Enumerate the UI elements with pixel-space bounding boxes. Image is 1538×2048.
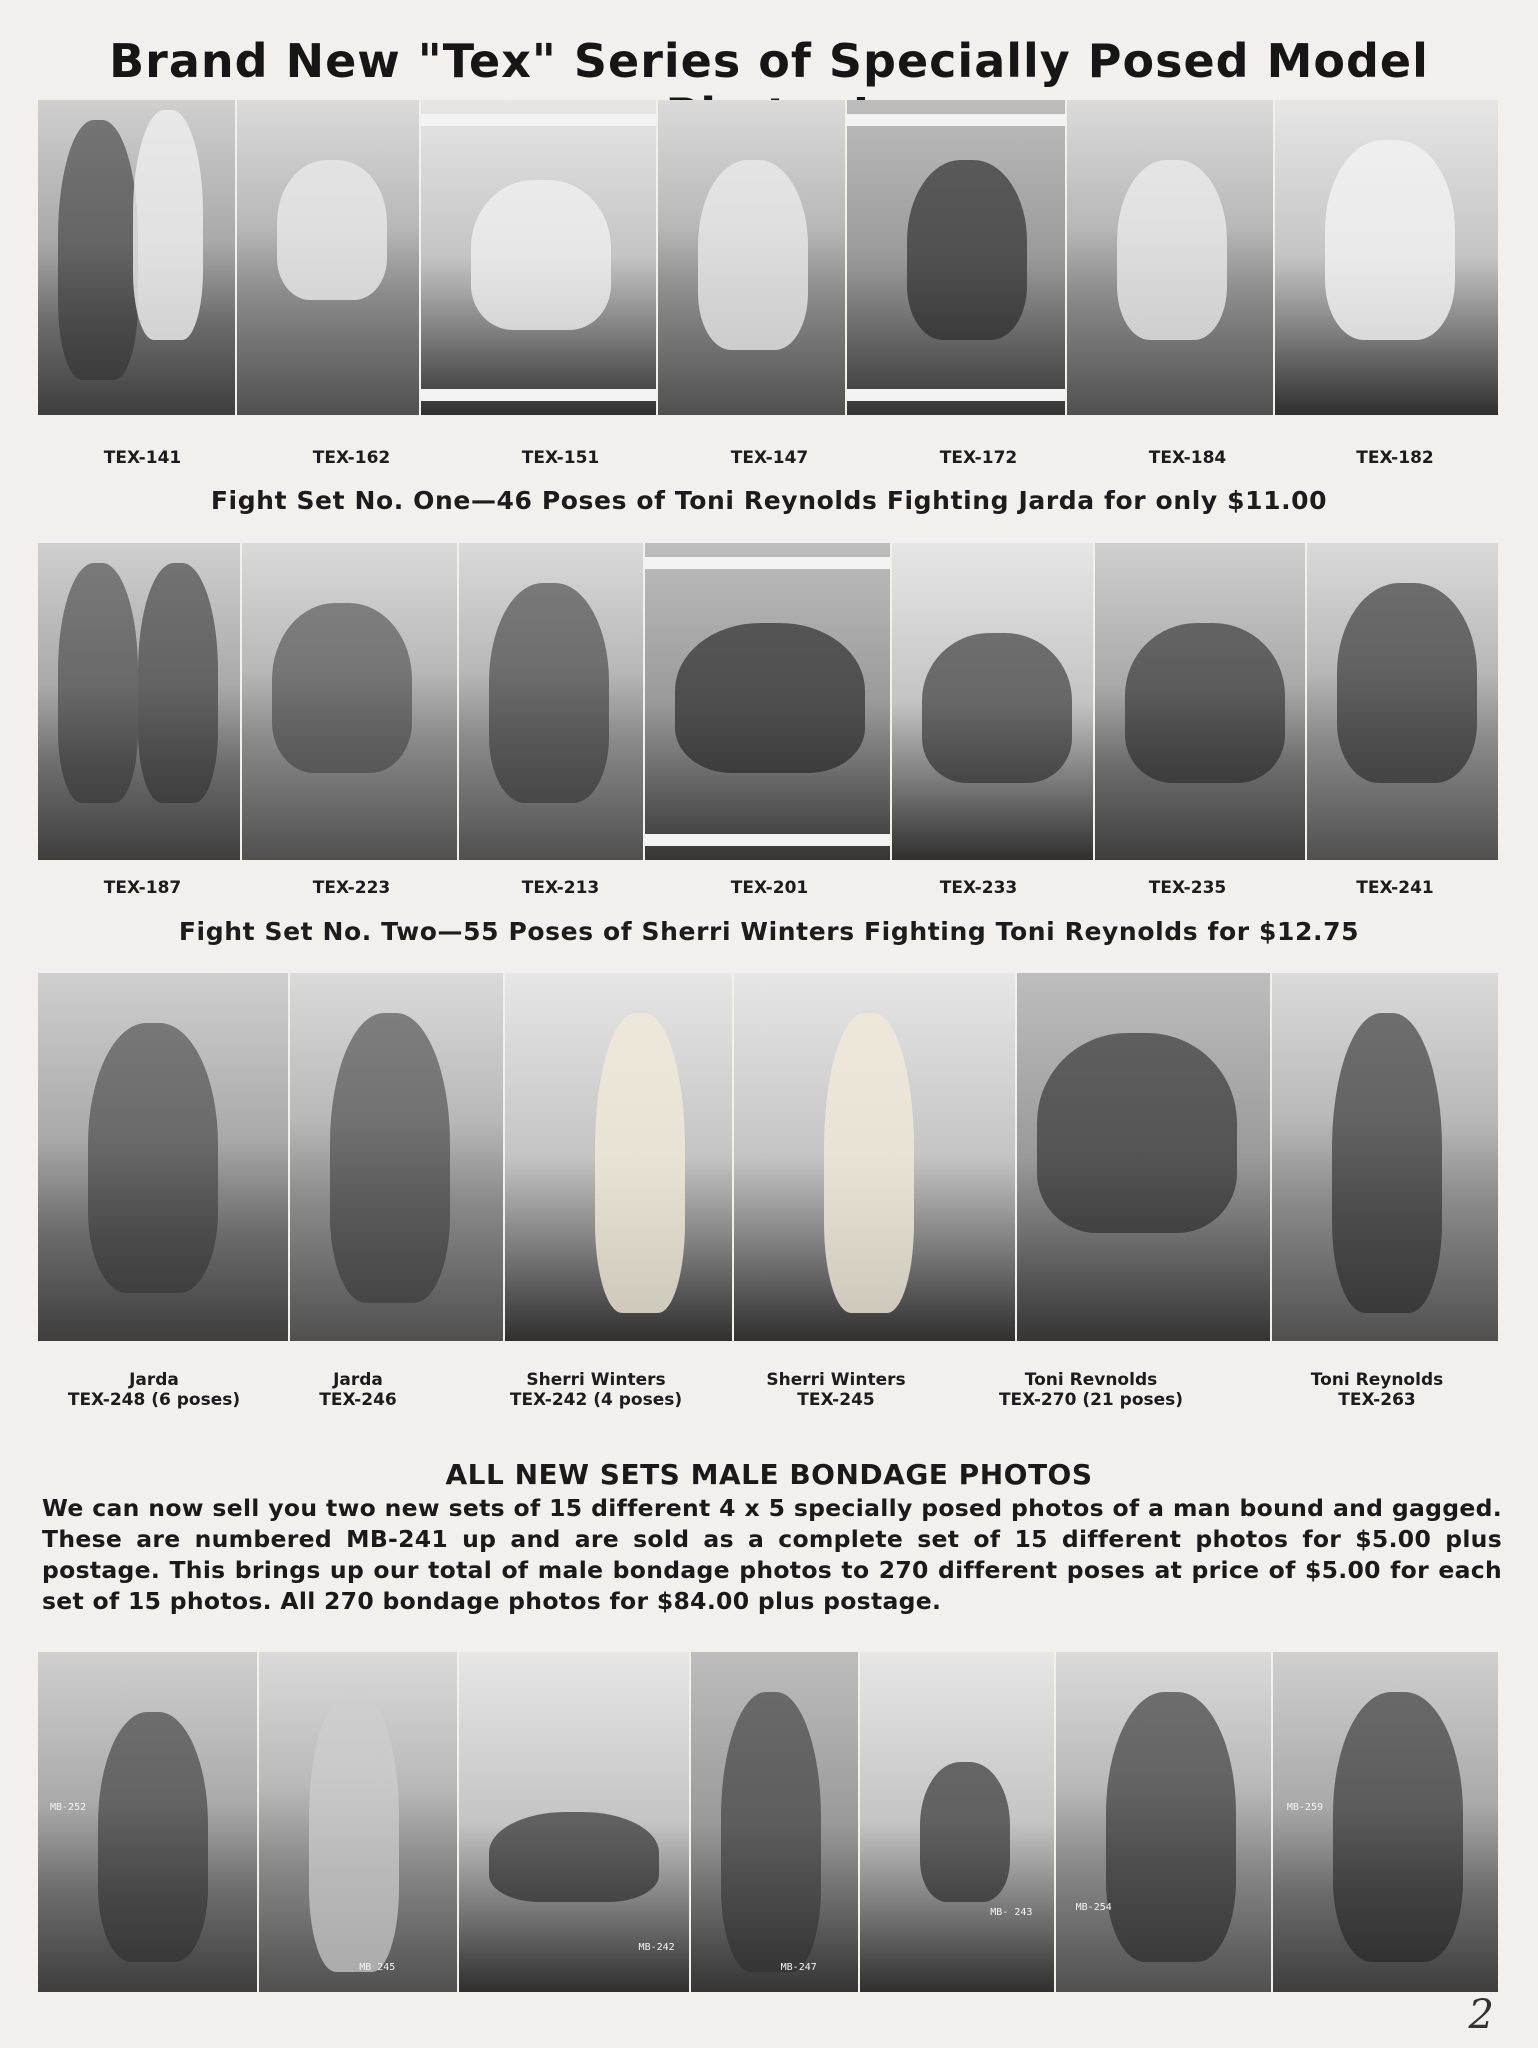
caption-model-name: Toni Revnolds	[1024, 1370, 1158, 1390]
caption-tex-141: TEX-141	[103, 448, 182, 468]
photo-tex-263	[1272, 973, 1498, 1341]
caption-code: TEX-248 (6 poses)	[67, 1390, 241, 1410]
set2-caption-row	[38, 878, 1498, 898]
photo-tex-242	[505, 973, 734, 1341]
photo-tex-213	[459, 543, 645, 860]
photo-tag: MB- 243	[990, 1907, 1033, 1918]
photo-tex-223	[242, 543, 458, 860]
caption-tex-241: TEX-241	[1356, 878, 1434, 898]
set1-photo-row	[38, 100, 1498, 415]
caption-code: TEX-270 (21 poses)	[998, 1390, 1184, 1410]
caption-tex-201: TEX-201	[730, 878, 809, 898]
photo-tex-245	[734, 973, 1017, 1341]
set2-title: Fight Set No. Two—55 Poses of Sherri Winters Fighting Toni Reynolds for $12.75	[178, 917, 1360, 946]
caption-tex-187: TEX-187	[103, 878, 182, 898]
photo-tex-141	[38, 100, 237, 415]
photo-mb-243	[860, 1652, 1055, 1992]
photo-tag: MB-242	[638, 1942, 675, 1953]
caption-code: TEX-263	[1338, 1390, 1416, 1410]
caption-tex-172: TEX-172	[939, 448, 1018, 468]
caption-tex-246	[270, 1370, 446, 1410]
photo-mb-252	[38, 1652, 259, 1992]
caption-tex-147: TEX-147	[730, 448, 809, 468]
caption-code: TEX-246	[319, 1390, 397, 1410]
photo-tex-172	[847, 100, 1066, 415]
caption-code: TEX-245	[797, 1390, 875, 1410]
caption-tex-184: TEX-184	[1148, 448, 1227, 468]
photo-tex-147	[658, 100, 847, 415]
caption-tex-270	[926, 1370, 1256, 1410]
caption-tex-182: TEX-182	[1356, 448, 1434, 468]
caption-tex-223: TEX-223	[312, 878, 391, 898]
page-number: 2	[1468, 1992, 1494, 2038]
caption-tex-162: TEX-162	[312, 448, 391, 468]
caption-model-name: Jarda	[129, 1370, 179, 1390]
photo-tex-248	[38, 973, 290, 1341]
photo-tex-235	[1095, 543, 1306, 860]
set3-photo-row	[38, 973, 1498, 1341]
caption-tex-242	[446, 1370, 746, 1410]
caption-tex-245	[746, 1370, 926, 1410]
headline: Brand New "Tex" Series of Specially Posed Model	[109, 34, 1429, 88]
photo-mb-259	[1273, 1652, 1498, 1992]
caption-model-name: Sherri Winters	[526, 1370, 666, 1390]
photo-tag: MB-254	[1075, 1902, 1112, 1913]
caption-tex-248	[38, 1370, 270, 1410]
photo-mb-247	[691, 1652, 861, 1992]
caption-model-name: Toni Reynolds	[1310, 1370, 1444, 1390]
photo-mb-245	[259, 1652, 458, 1992]
photo-tex-187	[38, 543, 242, 860]
photo-tex-241	[1307, 543, 1498, 860]
photo-tex-184	[1067, 100, 1275, 415]
caption-code: TEX-242 (4 poses)	[509, 1390, 683, 1410]
photo-tex-270	[1017, 973, 1271, 1341]
caption-tex-213: TEX-213	[521, 878, 600, 898]
bondage-photo-row	[38, 1652, 1498, 1992]
caption-tex-235: TEX-235	[1148, 878, 1227, 898]
photo-tag: MB-247	[780, 1962, 817, 1973]
photo-tex-151	[421, 100, 658, 415]
photo-tag: MB 245	[359, 1962, 396, 1973]
photo-tex-162	[237, 100, 421, 415]
photo-mb-254	[1056, 1652, 1273, 1992]
set1-caption-row	[38, 448, 1498, 468]
set3-caption-row	[38, 1370, 1498, 1410]
set1-title: Fight Set No. One—46 Poses of Toni Reynolds Fighting Jarda for only $11.00	[210, 486, 1328, 515]
photo-tex-201	[645, 543, 892, 860]
photo-tag: MB-252	[50, 1802, 87, 1813]
caption-tex-263	[1256, 1370, 1498, 1410]
caption-model-name: Jarda	[333, 1370, 383, 1390]
photo-tex-246	[290, 973, 505, 1341]
photo-tex-233	[892, 543, 1095, 860]
photo-tex-182	[1275, 100, 1498, 415]
photo-mb-242	[459, 1652, 691, 1992]
caption-model-name: Sherri Winters	[766, 1370, 906, 1390]
bondage-title: ALL NEW SETS MALE BONDAGE PHOTOS	[445, 1458, 1093, 1491]
photo-tag: MB-259	[1286, 1802, 1323, 1813]
bondage-body: We can now sell you two new sets of 15 different 4 x 5 specially posed photos of a man bound and gagged. These are numbered MB-241 up and are sold as a complete set of 15 different photos for $5.00 plus postage. This brings up our total of male bondage photos to 270 different poses at price of $5.00 for each set of 15 photos. All 270 bondage photos for $84.00 plus postage.	[42, 1494, 1502, 1615]
caption-tex-151: TEX-151	[521, 448, 600, 468]
caption-tex-233: TEX-233	[939, 878, 1018, 898]
set2-photo-row	[38, 543, 1498, 860]
